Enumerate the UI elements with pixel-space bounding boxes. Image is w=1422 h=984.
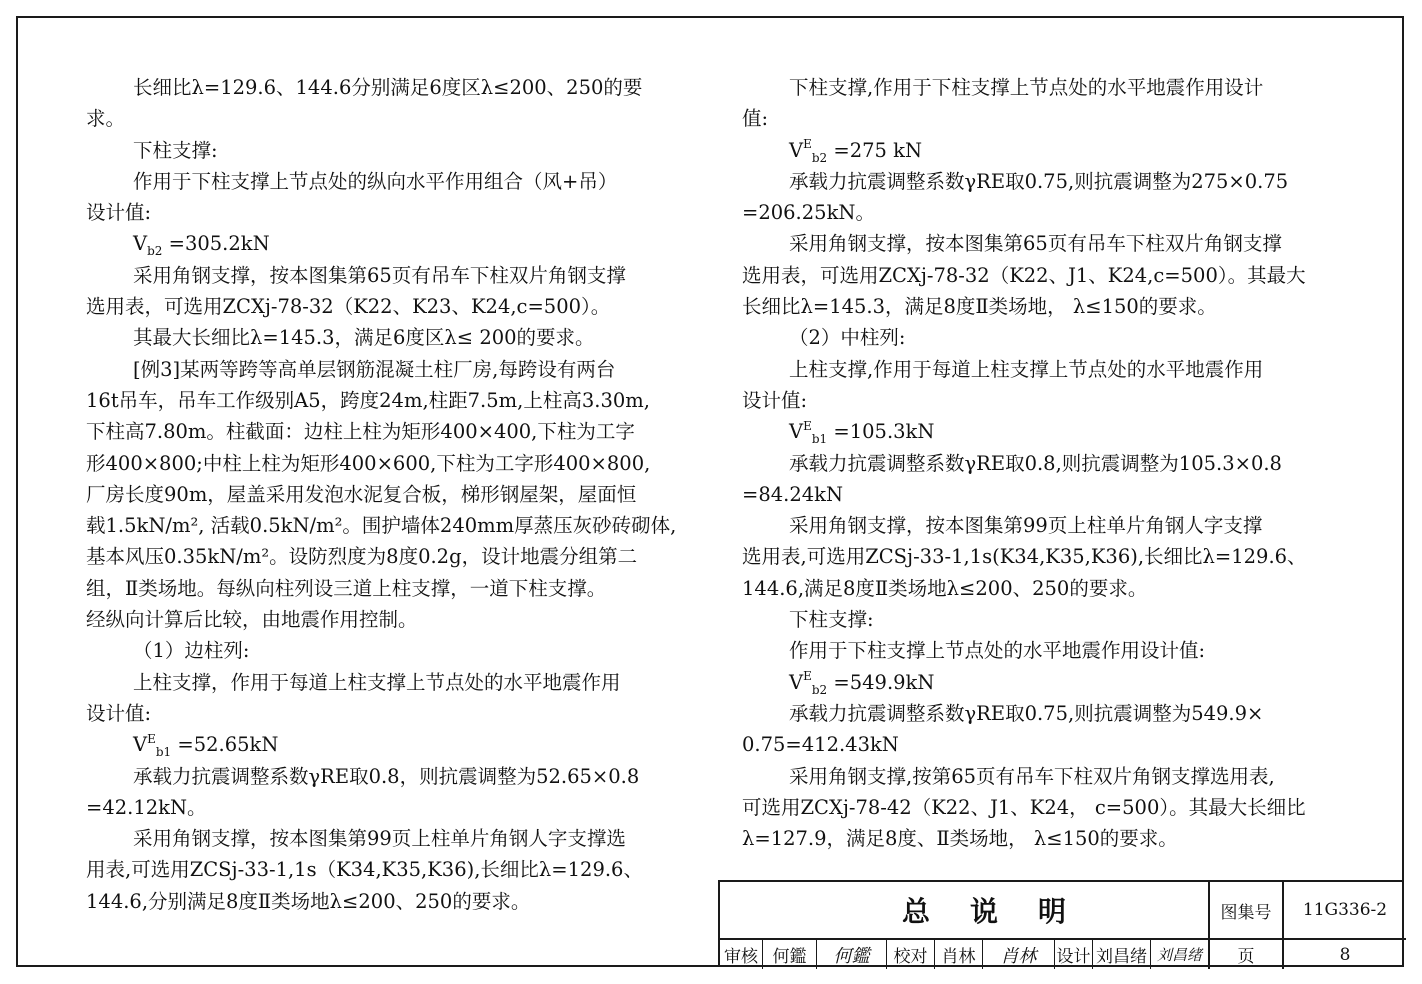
atlas-number: 11G336-2 [1302,900,1388,920]
text-line: 采用角钢支撑,按第65页有吊车下柱双片角钢支撑选用表, [789,764,1275,788]
text-line: 其最大长细比λ=145.3，满足6度区λ≤ 200的要求。 [133,326,595,350]
text-line: 基本风压0.35kN/m²。设防烈度为8度0.2g，设计地震分组第二 [86,545,638,569]
formula-symbol: V [789,420,804,444]
text-line: 经纵向计算后比较，由地震作用控制。 [86,608,418,632]
review-label: 审核 [724,947,758,967]
text-line: [例3]某两等跨等高单层钢筋混凝土柱厂房,每跨设有两台 [133,357,616,381]
text-line: 选用表,可选用ZCSj-33-1,1s(K34,K35,K36),长细比λ=129.6、 [742,545,1307,569]
text-line: 值: [742,107,769,131]
text-line: λ=127.9，满足8度、Ⅱ类场地， λ≤150的要求。 [742,827,1178,851]
text-line: 144.6,满足8度Ⅱ类场地λ≤200、250的要求。 [742,576,1148,600]
checker-name: 肖林 [941,947,976,967]
designer-name: 刘昌绪 [1096,947,1147,967]
text-line: （1）边柱列: [133,639,250,663]
formula-line [742,416,1338,447]
text-line: =84.24kN [742,482,844,506]
check-label: 校对 [893,947,928,967]
text-line: 上柱支撑,作用于每道上柱支撑上节点处的水平地震作用 [789,357,1264,381]
text-line: =206.25kN。 [742,201,875,225]
text-line: 组，Ⅱ类场地。每纵向柱列设三道上柱支撑，一道下柱支撑。 [86,576,607,600]
text-line: 长细比λ=145.3，满足8度Ⅱ类场地， λ≤150的要求。 [742,295,1217,319]
text-line: 16t吊车，吊车工作级别A5，跨度24m,柱距7.5m,上柱高3.30m, [86,388,650,412]
text-line: =42.12kN。 [86,795,207,819]
text-line: 上柱支撑，作用于每道上柱支撑上节点处的水平地震作用 [133,670,621,694]
formula-symbol: V [133,733,148,757]
text-line: 厂房长度90m，屋盖采用发泡水泥复合板，梯形钢屋架，屋面恒 [86,482,637,506]
title-block [718,880,1404,967]
text-line: 载1.5kN/m², 活载0.5kN/m²。围护墙体240mm厚蒸压灰砂砖砌体, [86,514,677,538]
text-line: 144.6,分别满足8度Ⅱ类场地λ≤200、250的要求。 [86,889,531,913]
formula-line [86,729,690,760]
text-line: 下柱支撑: [133,138,218,162]
page-number: 8 [1339,944,1351,965]
formula-superscript: E [803,137,812,152]
formula-symbol: V [133,232,148,256]
formula-value: =52.65kN [171,733,279,757]
atlas-number-label: 图集号 [1220,902,1272,923]
text-line: 下柱支撑: [789,608,874,632]
formula-subscript: b1 [155,745,172,760]
formula-superscript: E [803,669,812,684]
formula-subscript: b1 [811,432,828,447]
text-line: 形400×800;中柱上柱为矩形400×600,下柱为工字形400×800, [86,451,651,475]
formula-line [742,135,1338,166]
designer-signature: 刘昌绪 [1156,946,1202,964]
page-label: 页 [1237,947,1255,967]
text-line: 设计值: [86,701,152,725]
text-line: 承载力抗震调整系数γRE取0.8,则抗震调整为105.3×0.8 [789,451,1282,475]
text-line: 用表,可选用ZCSj-33-1,1s（K34,K35,K36),长细比λ=129.6、 [86,858,643,882]
text-line: 作用于下柱支撑上节点处的水平地震作用设计值: [789,639,1206,663]
text-line: 求。 [86,107,126,131]
formula-value: =105.3kN [827,420,935,444]
text-line: （2）中柱列: [789,326,906,350]
formula-subscript: b2 [147,244,163,259]
checker-signature: 肖林 [1000,945,1037,967]
formula-subscript: b2 [811,150,828,165]
formula-value: =549.9kN [827,670,935,694]
text-line: 采用角钢支撑，按本图集第99页上柱单片角钢人字支撑选 [133,827,626,851]
left-text-column [86,72,690,917]
right-text-column [742,72,1338,854]
text-line: 下柱高7.80m。柱截面：边柱上柱为矩形400×400,下柱为工字 [86,420,635,444]
design-label: 设计 [1056,947,1091,967]
text-line: 设计值: [86,201,152,225]
text-line: 0.75=412.43kN [742,733,899,757]
text-line: 可选用ZCXj-78-42（K22、J1、K24， c=500）。其最大长细比 [742,795,1306,819]
reviewer-name: 何鑑 [772,947,807,967]
formula-symbol: V [789,670,804,694]
formula-symbol: V [789,138,804,162]
formula-subscript: b2 [811,682,828,697]
reviewer-signature: 何鑑 [833,945,870,967]
text-line: 采用角钢支撑，按本图集第65页有吊车下柱双片角钢支撑 [789,232,1282,256]
drawing-title: 总说明 [901,895,1106,928]
text-line: 选用表，可选用ZCXj-78-32（K22、K23、K24,c=500）。 [86,295,611,319]
formula-line [86,228,690,259]
text-line: 承载力抗震调整系数γRE取0.75,则抗震调整为549.9× [789,701,1264,725]
text-line: 承载力抗震调整系数γRE取0.75,则抗震调整为275×0.75 [789,169,1289,193]
formula-value: =305.2kN [162,232,270,256]
formula-superscript: E [147,731,156,746]
text-line: 设计值: [742,388,808,412]
text-line: 下柱支撑,作用于下柱支撑上节点处的水平地震作用设计 [789,76,1264,99]
formula-line [742,667,1338,698]
text-line: 承载力抗震调整系数γRE取0.8，则抗震调整为52.65×0.8 [133,764,640,788]
text-line: 长细比λ=129.6、144.6分别满足6度区λ≤200、250的要 [133,76,643,99]
text-line: 采用角钢支撑，按本图集第65页有吊车下柱双片角钢支撑 [133,263,626,287]
text-line: 选用表，可选用ZCXj-78-32（K22、J1、K24,c=500）。其最大 [742,263,1306,287]
text-line: 作用于下柱支撑上节点处的纵向水平作用组合（风+吊） [133,169,618,193]
text-line: 采用角钢支撑，按本图集第99页上柱单片角钢人字支撑 [789,514,1263,538]
formula-value: =275 kN [827,138,923,162]
formula-superscript: E [803,418,812,433]
